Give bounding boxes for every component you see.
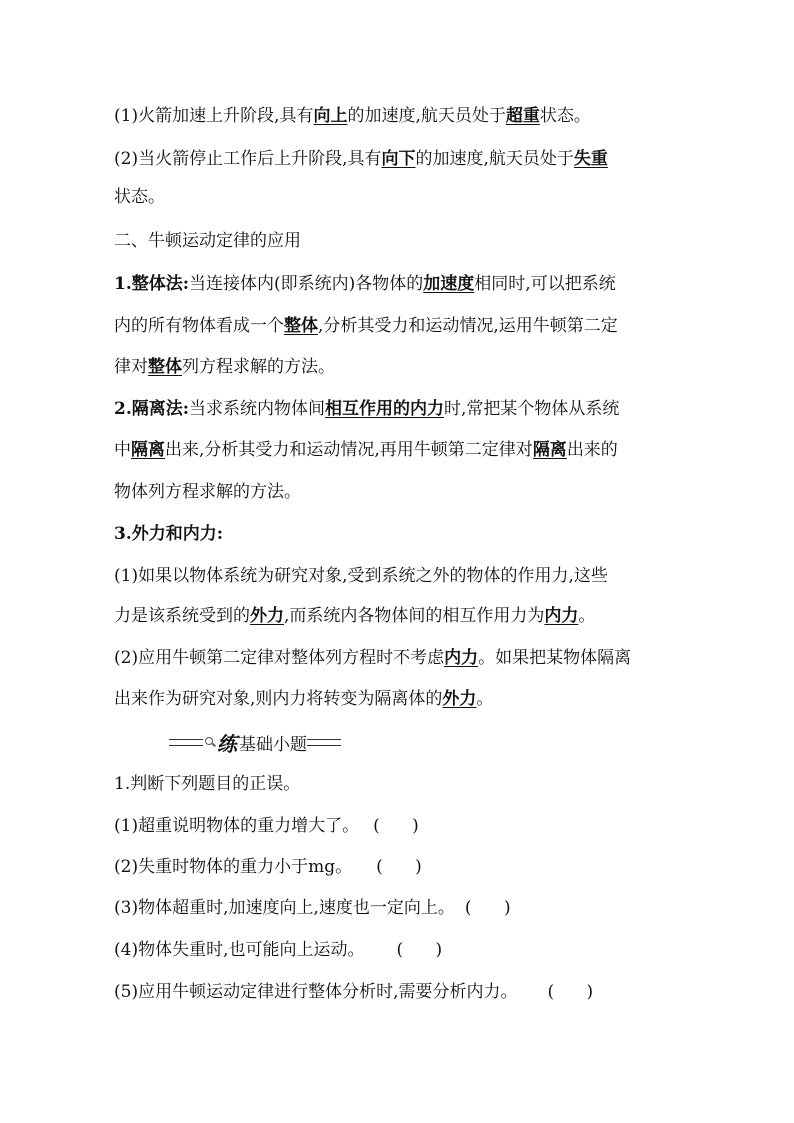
answer-blank[interactable]: ( ) [547,982,594,1002]
item-number: 2. [114,399,132,419]
text: 出来的 [566,440,618,460]
isolation-method-line1 [114,399,619,420]
underlined-term: 失重 [573,149,608,169]
whole-method-line2 [114,316,618,337]
text: 当求系统内物体间 [189,399,326,419]
item-title: 外力和内力: [131,524,224,544]
judgment-item [114,816,419,837]
text: ,而系统内各物体间的相互作用力为 [284,606,545,626]
answer-blank[interactable]: ( ) [464,898,511,918]
item-title: 隔离法: [131,399,190,419]
paragraph-weightless-cont [114,187,165,208]
item-title: 整体法: [131,274,190,294]
item-text: (2)失重时物体的重力小于mg。 [114,857,353,877]
text: 内的所有物体看成一个 [114,316,284,336]
item-text: (5)应用牛顿运动定律进行整体分析时,需要分析内力。 [114,982,518,1002]
isolation-method-line2 [114,440,618,461]
text: 力是该系统受到的 [114,606,250,626]
question-stem [114,774,300,795]
internal-force-line1 [114,648,631,669]
heading-text: 二、牛顿运动定律的应用 [114,231,301,251]
underlined-term: 外力 [442,689,477,709]
text: 律对 [114,357,148,377]
answer-blank[interactable]: ( ) [396,940,443,960]
judgment-item [114,898,511,919]
judgment-item [114,857,422,878]
item-text: (3)物体超重时,加速度向上,速度也一定向上。 [114,898,455,918]
text: 时,常把某个物体从系统 [444,399,620,419]
underlined-term: 内力 [444,648,479,668]
banner-label: 基础小题 [239,734,307,755]
underlined-term: 隔离 [131,440,165,460]
text: 物体列方程求解的方法。 [114,482,301,502]
item-text: (1)超重说明物体的重力增大了。 [114,816,360,836]
text: (1)火箭加速上升阶段,具有 [114,106,314,126]
text: ,分析其受力和运动情况,运用牛顿第二定 [318,316,618,336]
isolation-method-line3 [114,482,301,503]
practice-banner [169,731,341,756]
double-rule-left [169,739,203,746]
text: (1)如果以物体系统为研究对象,受到系统之外的物体的作用力,这些 [114,566,608,586]
external-force-line1 [114,566,608,587]
underlined-term: 内力 [544,606,579,626]
underlined-term: 隔离 [532,440,567,460]
text: 相同时,可以把系统 [474,274,616,294]
underlined-term: 向下 [381,149,416,169]
text: 的加速度,航天员处于 [347,106,506,126]
section-heading [114,231,301,252]
underlined-term: 整体 [148,357,182,377]
whole-method-line1 [114,274,616,295]
underlined-term: 外力 [250,606,284,626]
underlined-term: 相互作用的内力 [325,399,445,419]
text: 列方程求解的方法。 [182,357,335,377]
judgment-item [114,982,593,1003]
practice-icon: 练 [217,731,237,756]
item-text: (4)物体失重时,也可能向上运动。 [114,940,365,960]
text: 。如果把某物体隔离 [478,648,632,668]
answer-blank[interactable]: ( ) [373,816,419,836]
text: 出来,分析其受力和运动情况,再用牛顿第二定律对 [165,440,533,460]
whole-method-line3 [114,357,335,378]
text: 。 [578,606,596,626]
paragraph-weightless [114,149,608,170]
magnifier-icon [205,737,215,747]
external-force-line2 [114,606,595,627]
text: 的加速度,航天员处于 [415,149,574,169]
text: 。 [476,689,494,709]
internal-force-line2 [114,689,493,710]
text: (2)应用牛顿第二定律对整体列方程时不考虑 [114,648,445,668]
external-internal-title [114,524,223,545]
double-rule-right [307,739,341,746]
text: 状态。 [114,187,165,207]
text: 1.判断下列题目的正误。 [114,774,301,794]
text: 出来作为研究对象,则内力将转变为隔离体的 [114,689,443,709]
text: 状态。 [539,106,591,126]
text: (2)当火箭停止工作后上升阶段,具有 [114,149,382,169]
answer-blank[interactable]: ( ) [376,857,422,877]
underlined-term: 超重 [505,106,540,126]
underlined-term: 加速度 [423,274,475,294]
judgment-item [114,940,442,961]
item-number: 1. [114,274,132,294]
text: 中 [114,440,131,460]
paragraph-overweight [114,106,591,127]
underlined-term: 整体 [284,316,318,336]
text: 当连接体内(即系统内)各物体的 [189,274,424,294]
item-number: 3. [114,524,132,544]
underlined-term: 向上 [313,106,348,126]
